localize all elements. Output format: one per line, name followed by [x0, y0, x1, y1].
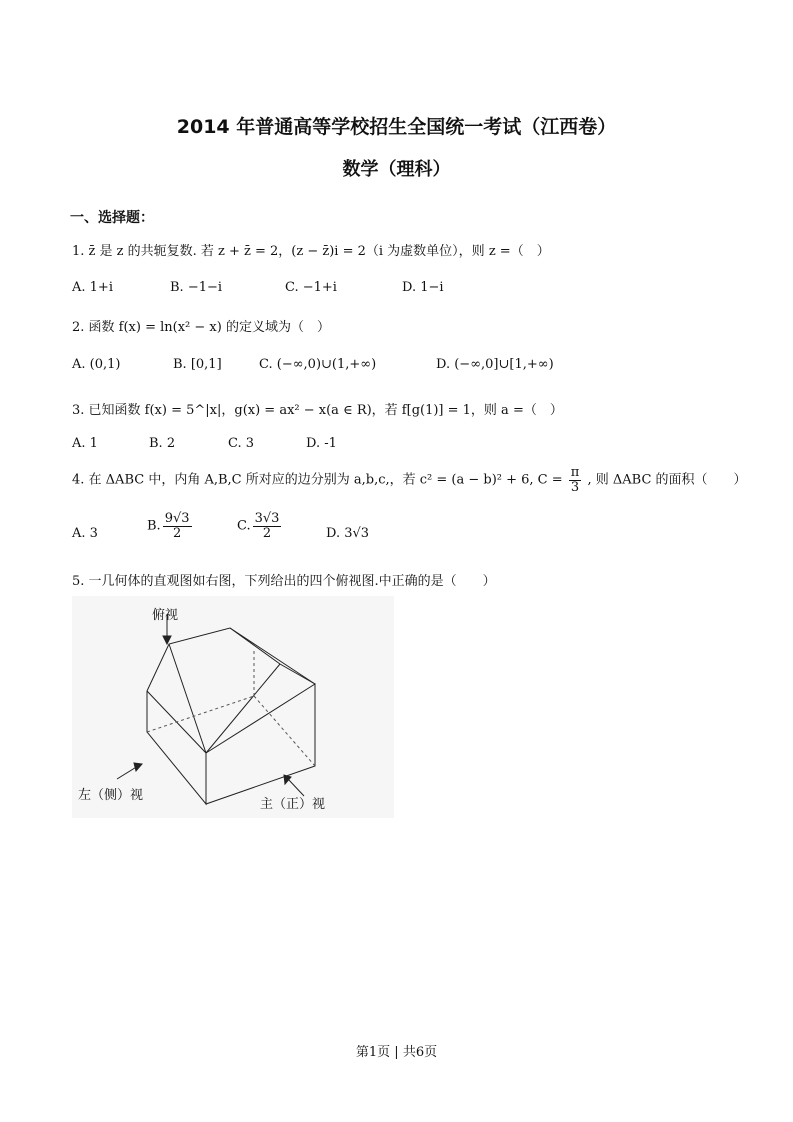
question-3-option-d: D. -1: [306, 436, 337, 451]
question-4-option-b-fraction: [163, 512, 192, 540]
question-2-stem: 2. 函数 f(x) = ln(x² − x) 的定义域为（ ）: [72, 320, 330, 335]
question-4-option-c: [237, 512, 283, 540]
question-4-option-c-fraction: [253, 512, 282, 540]
question-4-stem-part-a: 4. 在 ΔABC 中，内角 A,B,C 所对应的边分别为 a,b,c,，若 c² = (a − b)² + 6, C =: [72, 472, 563, 488]
question-3-option-c: C. 3: [228, 436, 255, 451]
question-4-option-b: [147, 512, 194, 540]
question-3-option-b: B. 2: [149, 436, 176, 451]
question-4-stem-part-b: , 则 ΔABC 的面积（ ）: [587, 472, 747, 488]
question-2-option-d: D. (−∞,0]∪[1,+∞): [436, 357, 554, 372]
left-view-label: 左（侧）视: [78, 788, 144, 803]
question-4-option-c-prefix: C.: [237, 518, 251, 534]
question-4-option-b-prefix: B.: [147, 518, 161, 534]
page-footer: 第1页 | 共6页: [355, 1045, 438, 1060]
question-4-option-b-numerator: 9√3: [164, 511, 190, 526]
left-view-arrowhead: [134, 763, 142, 771]
question-4-three: 3: [570, 479, 580, 495]
question-4-option-a: A. 3: [72, 526, 98, 541]
question-4-option-c-numerator: 3√3: [254, 511, 280, 526]
hidden-right-bottom-edge: [254, 696, 315, 766]
front-face: [206, 684, 315, 804]
question-1-option-a: A. 1+i: [72, 280, 113, 295]
question-4-option-d: D. 3√3: [326, 526, 370, 541]
section-heading: 一、选择题：: [70, 210, 154, 226]
top-view-arrowhead: [163, 636, 171, 644]
question-1-option-d: D. 1−i: [402, 280, 444, 295]
question-2-option-a: A. (0,1): [72, 357, 121, 372]
question-5-stem: 5. 一几何体的直观图如右图，下列给出的四个俯视图.中正确的是（ ）: [72, 574, 496, 589]
roof-left-edge: [169, 644, 206, 753]
question-4-pi: π: [570, 465, 580, 480]
front-view-label: 主（正）视: [260, 797, 326, 812]
question-2-option-c: C. (−∞,0)∪(1,+∞): [259, 357, 377, 372]
question-1-stem: 1. z̄ 是 z 的共轭复数. 若 z + z̄ = 2，(z − z̄)i = 2（i 为虚数单位），则 z =（ ）: [72, 244, 550, 259]
roof-right-edge: [280, 664, 315, 684]
top-view-label: 俯视: [152, 608, 179, 623]
front-view-arrowhead: [284, 775, 291, 784]
question-4-option-c-denominator: 2: [262, 525, 272, 541]
page-title: 2014 年普通高等学校招生全国统一考试（江西卷）: [176, 116, 617, 138]
question-4-option-b-denominator: 2: [172, 525, 182, 541]
question-1-option-c: C. −1+i: [285, 280, 337, 295]
question-4-stem: [72, 466, 747, 494]
question-2-option-b: B. [0,1]: [173, 357, 222, 372]
question-5-figure: [72, 596, 394, 818]
question-1-option-b: B. −1−i: [170, 280, 223, 295]
question-3-stem: 3. 已知函数 f(x) = 5^|x|，g(x) = ax² − x(a ∈ R)，若 f[g(1)] = 1，则 a =（ ）: [72, 403, 563, 418]
roof-ridge: [147, 628, 315, 691]
question-3-option-a: A. 1: [72, 436, 98, 451]
roof-top-edge: [230, 628, 280, 664]
page-subtitle: 数学（理科）: [342, 159, 451, 180]
left-face: [147, 691, 206, 804]
question-4-pi-over-3: [569, 466, 582, 494]
